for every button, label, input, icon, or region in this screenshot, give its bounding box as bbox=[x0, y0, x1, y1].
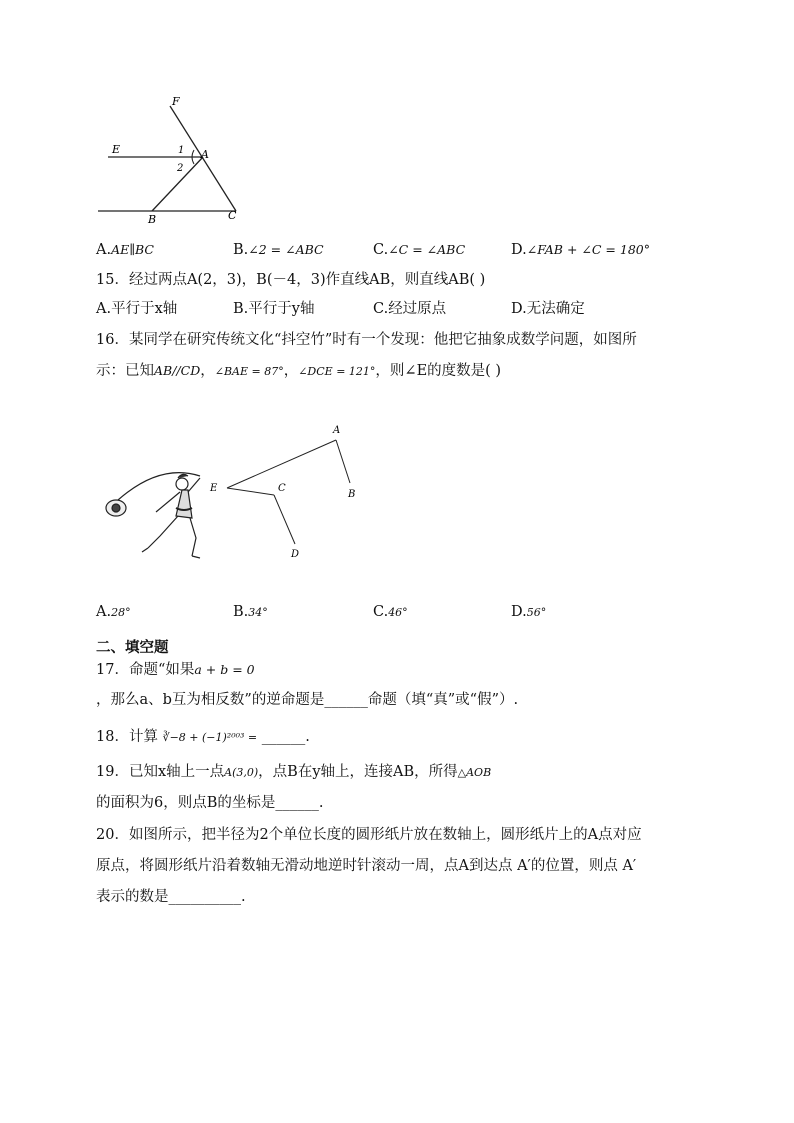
segment-ea bbox=[227, 440, 336, 488]
q16-option-c: C.46° bbox=[373, 604, 408, 620]
q16-cond-parallel: AB//CD bbox=[154, 363, 201, 378]
diabolo-player-drawing bbox=[106, 473, 200, 558]
q14-option-a-text: AE∥BC bbox=[111, 242, 155, 257]
figure-parallel-lines bbox=[90, 92, 260, 227]
q15-option-a: A.平行于x轴 bbox=[96, 301, 178, 317]
segment-ec bbox=[227, 488, 274, 495]
q14-option-a: A.AE∥BC bbox=[96, 242, 155, 258]
q19-triangle: △AOB bbox=[457, 766, 492, 779]
fig2-label-b: B bbox=[348, 489, 356, 500]
label-b: B bbox=[148, 213, 157, 226]
q18-expr: ∛−8 + (−1)²⁰⁰³ = bbox=[162, 731, 258, 744]
fig2-label-e: E bbox=[210, 483, 218, 494]
section-fill-blank-title: 二、填空题 bbox=[96, 640, 169, 656]
q20-line-2: 原点，将圆形纸片沿着数轴无滑动地逆时针滚动一周，点A到达点 A′的位置，则点 A′ bbox=[96, 858, 637, 874]
label-e: E bbox=[112, 143, 121, 156]
segment-cd bbox=[274, 495, 295, 544]
q14-option-d-text: ∠FAB + ∠C = 180° bbox=[526, 242, 650, 257]
q16-option-a: A.28° bbox=[96, 604, 131, 620]
label-1: 1 bbox=[178, 145, 185, 156]
q19-line-1: 19．已知x轴上一点A(3,0)，点B在y轴上，连接AB，所得△AOB bbox=[96, 764, 492, 780]
q18-line: 18．计算 ∛−8 + (−1)²⁰⁰³ = ______. bbox=[96, 729, 310, 745]
q17-line-1: 17．命题“如果a + b = 0 bbox=[96, 662, 255, 678]
q19-line-2: 的面积为6，则点B的坐标是______. bbox=[96, 795, 324, 811]
q19-point: A(3,0) bbox=[224, 766, 259, 779]
q16-option-b: B.34° bbox=[233, 604, 268, 620]
label-2: 2 bbox=[177, 163, 184, 174]
q20-line-1: 20．如图所示，把半径为2个单位长度的圆形纸片放在数轴上，圆形纸片上的A点对应 bbox=[96, 827, 642, 843]
q15-option-c: C.经过原点 bbox=[373, 301, 447, 317]
label-a: A bbox=[201, 148, 209, 161]
q14-option-c: C.∠C = ∠ABC bbox=[373, 242, 466, 258]
q16-cond-dce: ∠DCE = 121° bbox=[298, 365, 376, 378]
label-c: C bbox=[228, 209, 237, 222]
q17-line-2: ，那么a、b互为相反数”的逆命题是______命题（填“真”或“假”）. bbox=[96, 692, 519, 708]
q15-option-b: B.平行于y轴 bbox=[233, 301, 315, 317]
q14-option-b-text: ∠2 = ∠ABC bbox=[248, 242, 324, 257]
q14-option-d: D.∠FAB + ∠C = 180° bbox=[511, 242, 650, 258]
fig2-label-c: C bbox=[278, 483, 286, 494]
q16-option-d: D.56° bbox=[511, 604, 547, 620]
q15-option-d: D.无法确定 bbox=[511, 301, 585, 317]
segment-ab bbox=[336, 440, 350, 483]
q16-line-2: 示：已知AB//CD，∠BAE = 87°，∠DCE = 121°，则∠E的度数是( ) bbox=[96, 363, 502, 379]
q14-option-b: B.∠2 = ∠ABC bbox=[233, 242, 324, 258]
figure-diabolo bbox=[100, 418, 370, 568]
q16-cond-bae: ∠BAE = 87° bbox=[214, 365, 284, 378]
q20-line-3: 表示的数是__________. bbox=[96, 889, 246, 905]
fig2-label-a: A bbox=[333, 425, 341, 436]
fig2-label-d: D bbox=[291, 549, 300, 560]
q14-option-c-text: ∠C = ∠ABC bbox=[388, 242, 466, 257]
q17-expr: a + b = 0 bbox=[194, 662, 255, 677]
q16-line-1: 16．某同学在研究传统文化“抖空竹”时有一个发现：他把它抽象成数学问题，如图所 bbox=[96, 332, 637, 348]
q15-stem: 15．经过两点A(2，3)，B(－4，3)作直线AB，则直线AB( ) bbox=[96, 272, 486, 288]
label-f: F bbox=[172, 95, 180, 108]
